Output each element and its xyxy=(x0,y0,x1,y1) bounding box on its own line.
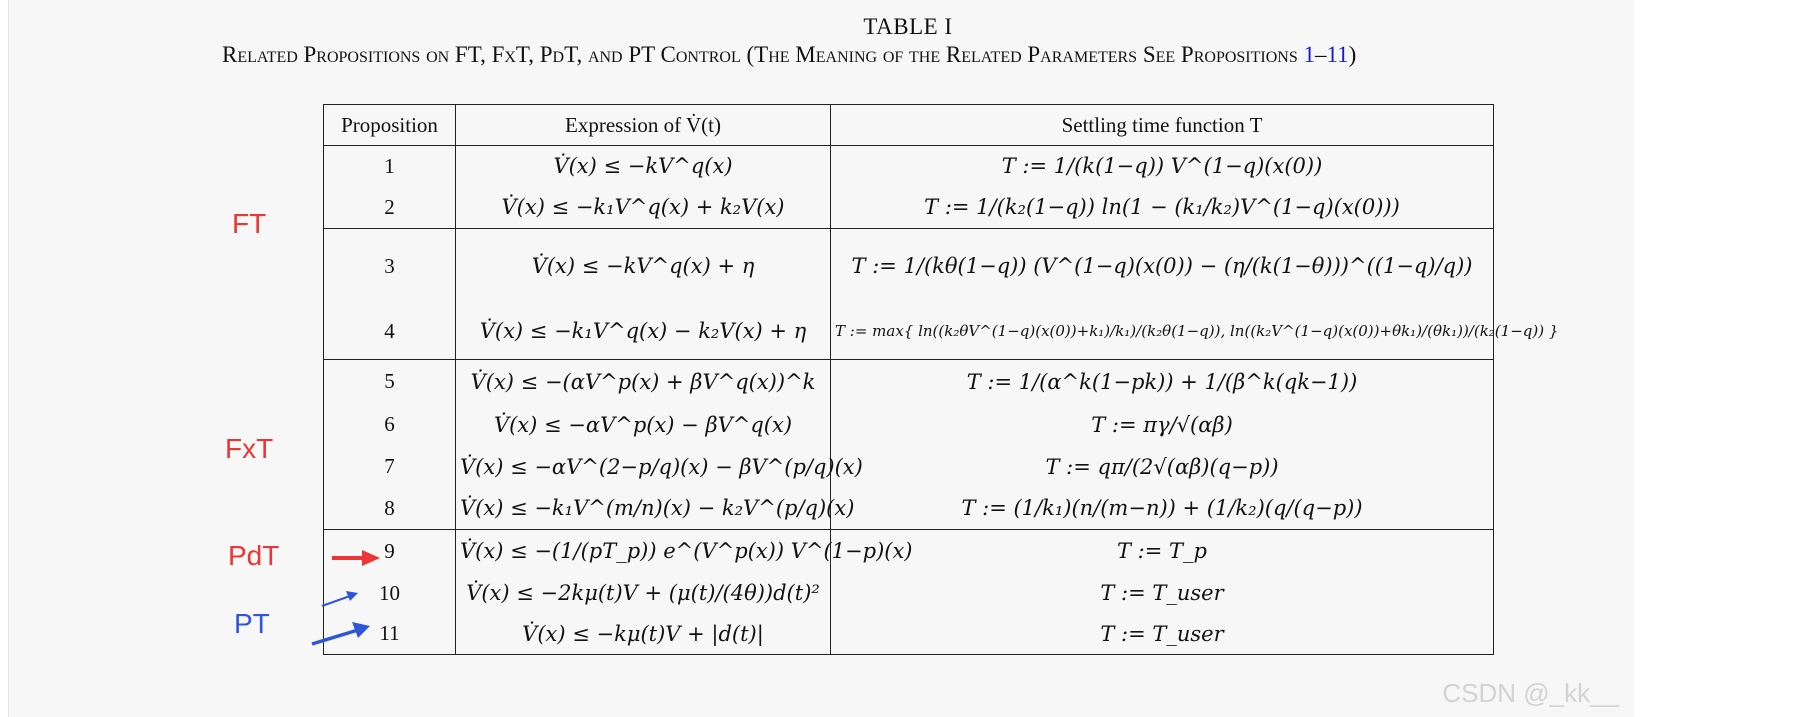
expression-cell: V̇(x) ≤ −(αV^p(x) + βV^q(x))^k xyxy=(456,360,831,404)
table-row xyxy=(324,187,1494,229)
pdt-annotation: PdT xyxy=(228,540,280,571)
expression-cell: V̇(x) ≤ −kV^q(x) xyxy=(456,146,831,187)
table-header-row xyxy=(324,105,1494,146)
subtitle-close: ) xyxy=(1348,42,1357,67)
settling-time-cell: T := (1/k₁)(n/(m−n)) + (1/k₂)(q/(q−p)) xyxy=(831,488,1494,530)
table-row xyxy=(324,229,1494,304)
expression-cell: V̇(x) ≤ −2kμ(t)V + (μ(t)/(4θ))d(t)² xyxy=(456,573,831,614)
proposition-id: 10 xyxy=(324,573,456,614)
blue-arrow-icon xyxy=(310,622,372,646)
expression-cell: V̇(x) ≤ −kV^q(x) + η xyxy=(456,229,831,304)
expression-cell: V̇(x) ≤ −k₁V^q(x) − k₂V(x) + η xyxy=(456,304,831,360)
subtitle-dash: – xyxy=(1314,42,1327,67)
expression-cell: V̇(x) ≤ −αV^(2−p/q)(x) − βV^(p/q)(x) xyxy=(456,446,831,488)
proposition-link-end[interactable]: 11 xyxy=(1326,42,1349,67)
settling-time-cell: T := 1/(α^k(1−pk)) + 1/(β^k(qk−1)) xyxy=(831,360,1494,404)
red-arrow-icon xyxy=(330,548,382,568)
proposition-id: 6 xyxy=(324,404,456,446)
table-row xyxy=(324,530,1494,573)
pt-annotation: PT xyxy=(234,608,270,639)
proposition-id: 1 xyxy=(324,146,456,187)
table-subtitle xyxy=(222,42,1356,68)
proposition-link-start[interactable]: 1 xyxy=(1303,42,1315,67)
table-row xyxy=(324,404,1494,446)
table-row xyxy=(324,146,1494,187)
proposition-id: 8 xyxy=(324,488,456,530)
propositions-table xyxy=(323,104,1559,655)
expression-cell: V̇(x) ≤ −k₁V^q(x) + k₂V(x) xyxy=(456,187,831,229)
proposition-id: 4 xyxy=(324,304,456,360)
settling-time-cell: T := T_user xyxy=(831,614,1494,655)
table-row xyxy=(324,304,1494,360)
settling-time-cell: T := qπ/(2√(αβ)(q−p)) xyxy=(831,446,1494,488)
table-row xyxy=(324,614,1494,655)
proposition-id: 3 xyxy=(324,229,456,304)
expression-cell: V̇(x) ≤ −(1/(pT_p)) e^(V^p(x)) V^(1−p)(x) xyxy=(456,530,831,573)
expression-cell: V̇(x) ≤ −k₁V^(m/n)(x) − k₂V^(p/q)(x) xyxy=(456,488,831,530)
table-title: TABLE I xyxy=(863,14,953,39)
table-row xyxy=(324,573,1494,614)
proposition-id: 5 xyxy=(324,360,456,404)
expression-cell: V̇(x) ≤ −αV^p(x) − βV^q(x) xyxy=(456,404,831,446)
subtitle-text: Related Propositions on FT, FxT, PdT, and PT Control (The Meaning of the Related Parameters See Propositions xyxy=(222,42,1298,67)
proposition-id: 2 xyxy=(324,187,456,229)
proposition-id: 9 xyxy=(324,530,456,573)
table-row xyxy=(324,360,1494,404)
table-row xyxy=(324,446,1494,488)
settling-time-cell: T := πγ/√(αβ) xyxy=(831,404,1494,446)
header-settling-time: Settling time function T xyxy=(831,105,1494,146)
header-expression: Expression of V̇(t) xyxy=(456,105,831,146)
settling-time-cell: T := 1/(kθ(1−q)) (V^(1−q)(x(0)) − (η/(k(1−θ)))^((1−q)/q)) xyxy=(831,229,1494,304)
settling-time-cell: T := max{ ln((k₂θV^(1−q)(x(0))+k₁)/k₁)/(k₂θ(1−q)), ln((k₂V^(1−q)(x(0))+θk₁)/(θk₁))/(k₂(1−q)) } xyxy=(831,304,1494,360)
proposition-id: 7 xyxy=(324,446,456,488)
ft-annotation: FT xyxy=(232,208,267,239)
settling-time-cell: T := 1/(k₂(1−q)) ln(1 − (k₁/k₂)V^(1−q)(x(0))) xyxy=(831,187,1494,229)
expression-cell: V̇(x) ≤ −kμ(t)V + |d(t)| xyxy=(456,614,831,655)
watermark: CSDN @_kk__ xyxy=(1442,678,1619,708)
fxt-annotation: FxT xyxy=(225,433,274,464)
header-proposition: Proposition xyxy=(324,105,456,146)
settling-time-cell: T := 1/(k(1−q)) V^(1−q)(x(0)) xyxy=(831,146,1494,187)
table-row xyxy=(324,488,1494,530)
blue-arrow-icon xyxy=(320,590,360,608)
settling-time-cell: T := T_p xyxy=(831,530,1494,573)
proposition-id: 11 xyxy=(324,614,456,655)
settling-time-cell: T := T_user xyxy=(831,573,1494,614)
